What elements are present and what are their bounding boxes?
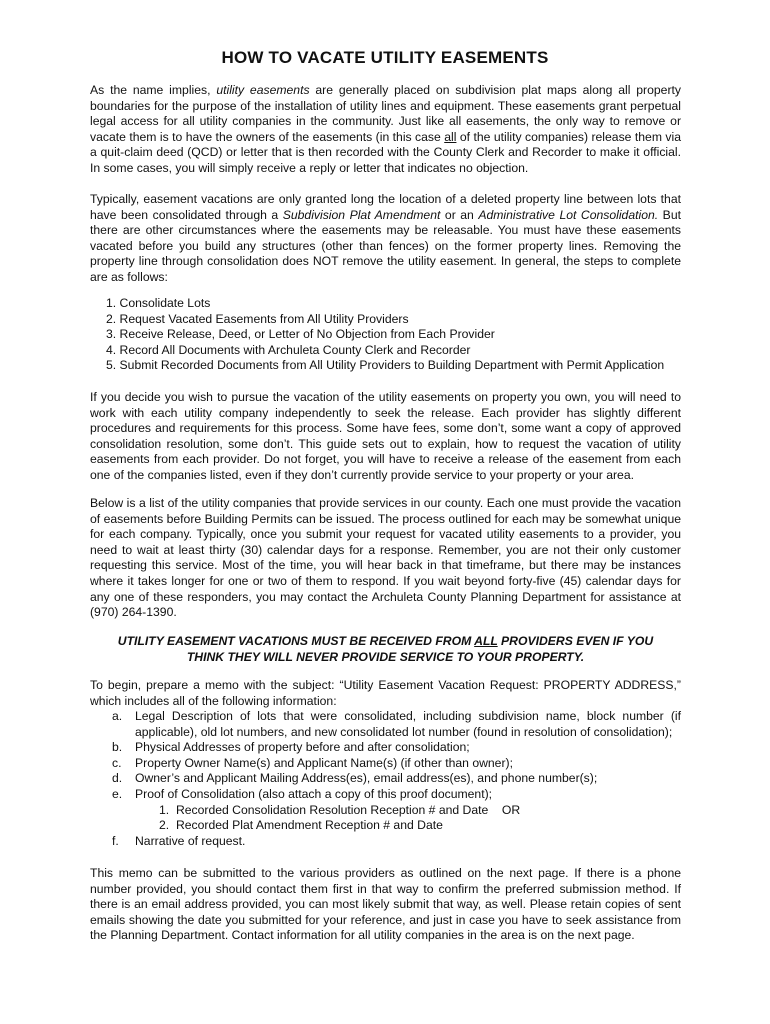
intro-underline-all: all xyxy=(444,129,457,144)
memo-item-marker: f. xyxy=(112,833,119,848)
proof-options-list xyxy=(135,803,681,834)
memo-item xyxy=(90,787,681,834)
memo-item-marker: a. xyxy=(112,709,123,723)
warning-line-2: THINK THEY WILL NEVER PROVIDE SERVICE TO YOUR PROPERTY. xyxy=(186,649,585,664)
intro-text-2: are generally placed on subdivision plat maps along all property boundaries for the purpose of the installation of utility lines and equipment. These easements grant perpetual legal access for all utility companies in the community. Just like all easements, the only way to remove or vacate them is to have the owners of the easements (in this case xyxy=(90,83,681,144)
memo-item-marker: c. xyxy=(112,755,122,770)
typically-text-3: But there are other circumstances where the easements may be releasable. You must have these easements vacated before you build any structures (other than fences) on the former property lines. Removing the property line through consolidation does NOT remove the utility easement. In general, the steps to complete are as follows: xyxy=(90,207,681,284)
memo-item xyxy=(90,740,681,756)
warning-notice xyxy=(90,634,681,665)
memo-item xyxy=(90,756,681,772)
warning-line-1 xyxy=(90,634,681,650)
memo-item-text: Owner’s and Applicant Mailing Address(es), email address(es), and phone number(s); xyxy=(135,771,598,786)
memo-item xyxy=(90,771,681,787)
step-item: 1. Consolidate Lots xyxy=(106,296,211,310)
typically-emphasis-1: Subdivision Plat Amendment xyxy=(282,207,441,222)
memo-item xyxy=(90,709,681,740)
pursue-paragraph: If you decide you wish to pursue the vacation of the utility easements on property you own, you will need to work with each utility company independently to seek the release. Each provider has slightly different procedures and requirements for this process. Some have fees, some don’t, some want a copy of approved consolidation resolution, some don’t. This guide sets out to explain, how to request the vacation of utility easements from each provider. Do not forget, you will have to receive a release of the easement from each one of the companies listed, even if they don’t currently provide service to your property or your area. xyxy=(90,390,681,482)
proof-item-text: Recorded Plat Amendment Reception # and Date xyxy=(175,818,443,833)
memo-requirements-list xyxy=(90,709,681,849)
memo-item-text: Proof of Consolidation (also attach a copy of this proof document); xyxy=(135,786,493,801)
typically-paragraph xyxy=(90,192,681,286)
proof-item-text: Recorded Consolidation Resolution Reception # and Date xyxy=(175,802,489,817)
typically-text-2: or an xyxy=(440,207,479,222)
page-title: HOW TO VACATE UTILITY EASEMENTS xyxy=(221,48,549,67)
proof-item-marker: 1. xyxy=(159,802,170,817)
closing-paragraph: This memo can be submitted to the various providers as outlined on the next page. If there is a phone number provided, you should contact them first in that way to confirm the preferred submission method. If there is an email address provided, you can most likely submit that way, as well. Please retain copies of sent emails showing the date you submitted for your reference, and just in case you have to seek assistance from the Planning Department. Contact information for all utility companies in the area is on the next page. xyxy=(90,866,681,943)
memo-item-text: Legal Description of lots that were consolidated, including subdivision name, block number (if applicable), old lot numbers, and new consolidated lot number (found in resolution of consolidation); xyxy=(135,709,681,739)
memo-item-marker: d. xyxy=(112,771,123,786)
memo-item-text: Property Owner Name(s) and Applicant Name(s) (if other than owner); xyxy=(135,755,513,770)
proof-item xyxy=(135,818,681,834)
memo-intro-paragraph: To begin, prepare a memo with the subject: “Utility Easement Vacation Request: PROPERTY ADDRESS,” which includes all of the following information: xyxy=(90,678,681,708)
memo-item-marker: b. xyxy=(112,740,123,755)
step-item: 4. Record All Documents with Archuleta County Clerk and Recorder xyxy=(106,342,471,357)
intro-text-1: As the name implies, xyxy=(90,83,217,97)
warning-text-b: PROVIDERS EVEN IF YOU xyxy=(497,634,654,648)
step-item: 3. Receive Release, Deed, or Letter of No Objection from Each Provider xyxy=(106,327,495,342)
warning-text-a: UTILITY EASEMENT VACATIONS MUST BE RECEIVED FROM xyxy=(117,634,475,648)
proof-item-marker: 2. xyxy=(159,818,170,833)
intro-paragraph xyxy=(90,83,681,177)
typically-emphasis-2: Administrative Lot Consolidation. xyxy=(478,207,659,222)
step-item: 5. Submit Recorded Documents from All Utility Providers to Building Department with Permit Application xyxy=(106,358,665,373)
proof-item xyxy=(135,803,681,819)
below-paragraph: Below is a list of the utility companies that provide services in our county. Each one must provide the vacation of easements before Building Permits can be issued. The process outlined for each may be somewhat unique for each company. Typically, once you submit your request for vacated utility easements to a provider, you need to wait at least thirty (30) calendar days for a response. Remember, you are not their only customer requesting this service. Most of the time, you will hear back in that timeframe, but there may be instances where it takes longer for one or two of them to respond. If you wait beyond forty-five (45) calendar days for any one of these responders, you may contact the Archuleta County Planning Department for assistance at (970) 264-1390. xyxy=(90,496,681,620)
memo-item-text: Physical Addresses of property before and after consolidation; xyxy=(135,740,470,755)
memo-item-text: Narrative of request. xyxy=(135,833,246,848)
memo-item-marker: e. xyxy=(112,786,123,801)
intro-text-3: of the utility companies) release them via a quit-claim deed (QCD) or letter that is then recorded with the County Clerk and Recorder to make it official. In some cases, you will simply receive a reply or letter that indicates no objection. xyxy=(90,129,681,175)
typically-text-1: Typically, easement vacations are only granted long the location of a deleted property line between lots that have been consolidated through a xyxy=(90,192,681,222)
memo-item xyxy=(90,834,681,850)
steps-list xyxy=(106,296,706,374)
proof-item-or: OR xyxy=(501,802,521,817)
intro-emphasis: utility easements xyxy=(216,83,310,97)
warning-underline-all: ALL xyxy=(474,634,498,648)
step-item: 2. Request Vacated Easements from All Utility Providers xyxy=(106,311,409,326)
